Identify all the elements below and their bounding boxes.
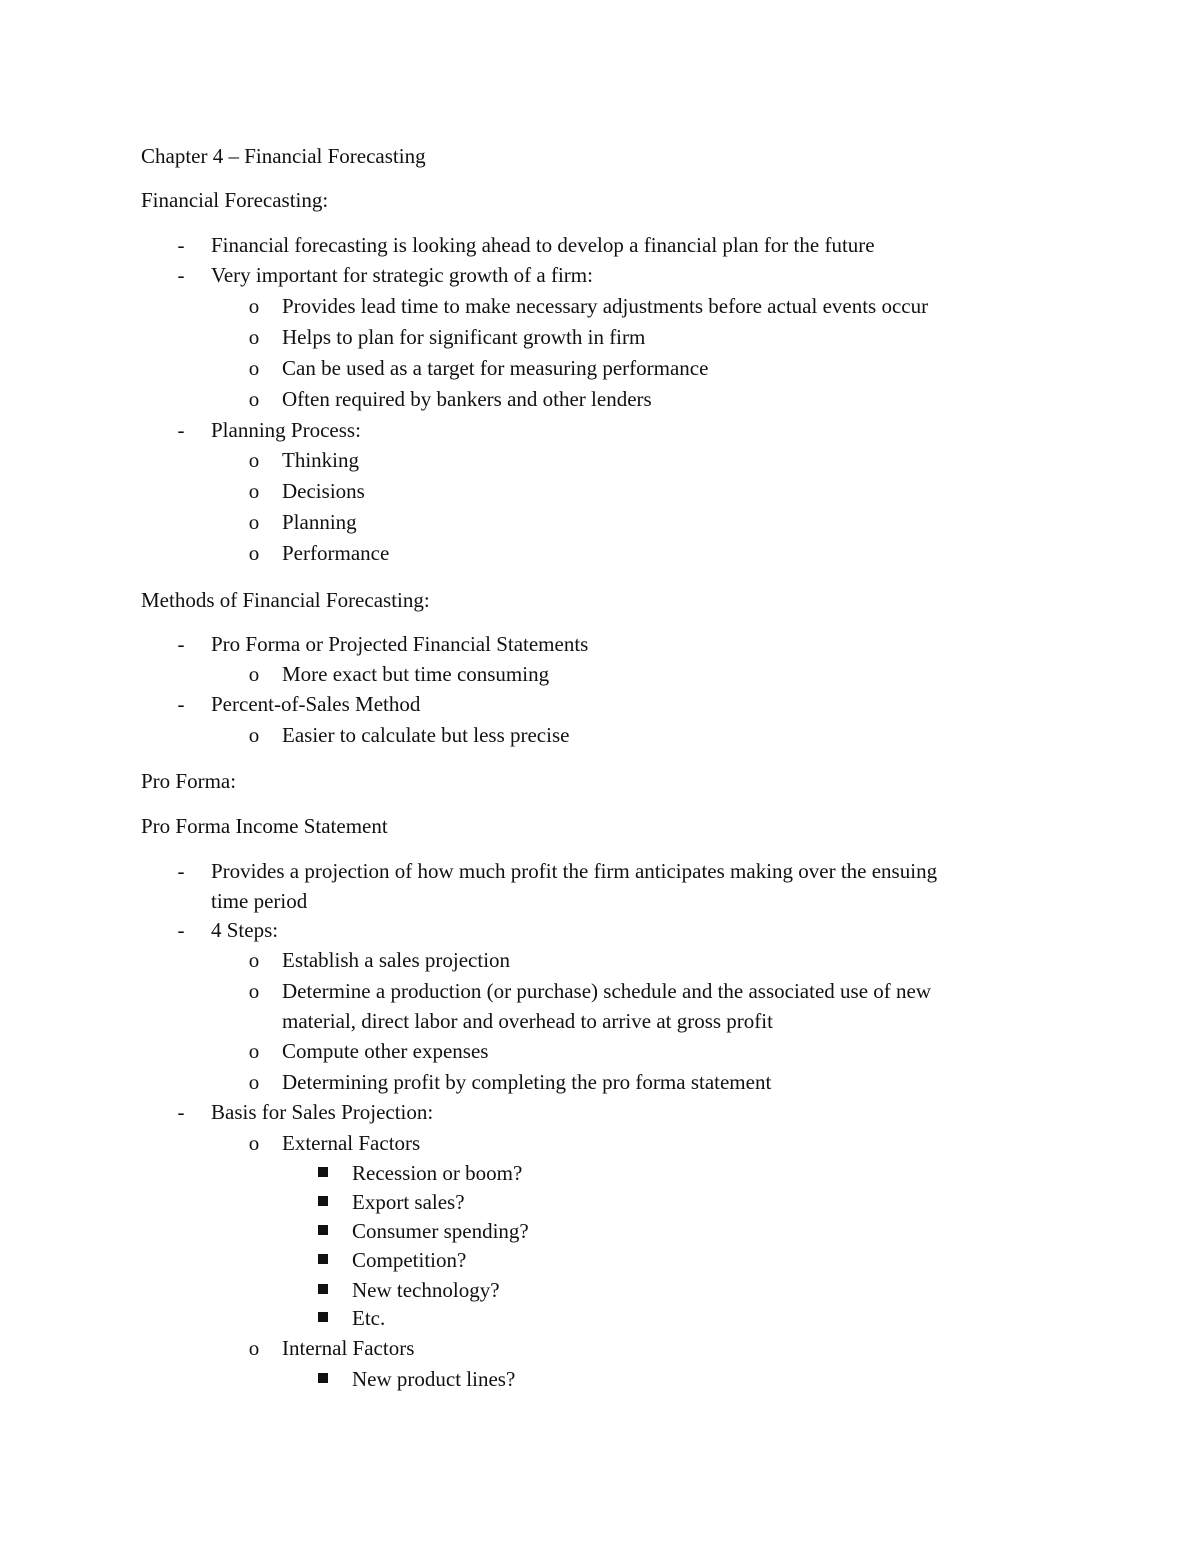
list-item: Provides lead time to make necessary adjustments before actual events occur	[282, 294, 929, 318]
circle-bullet: o	[248, 479, 260, 503]
list-item: More exact but time consuming	[282, 662, 550, 686]
dash-bullet: -	[177, 632, 185, 656]
dash-bullet: -	[177, 692, 185, 716]
list-item: Competition?	[352, 1248, 467, 1272]
list-item: External Factors	[282, 1131, 421, 1155]
list-item-continuation: time period	[211, 889, 308, 913]
dash-bullet: -	[177, 263, 185, 287]
circle-bullet: o	[248, 325, 260, 349]
circle-bullet: o	[248, 541, 260, 565]
list-item: Compute other expenses	[282, 1039, 489, 1063]
list-item: Determine a production (or purchase) schedule and the associated use of new	[282, 979, 932, 1003]
circle-bullet: o	[248, 979, 260, 1003]
square-bullet-icon	[318, 1284, 328, 1294]
list-item: Establish a sales projection	[282, 948, 511, 972]
list-item: New technology?	[352, 1278, 500, 1302]
list-item: Planning Process:	[211, 418, 361, 442]
circle-bullet: o	[248, 1336, 260, 1360]
square-bullet-icon	[318, 1167, 328, 1177]
circle-bullet: o	[248, 510, 260, 534]
list-item: 4 Steps:	[211, 918, 279, 942]
dash-bullet: -	[177, 859, 185, 883]
list-item: Can be used as a target for measuring performance	[282, 356, 709, 380]
dash-bullet: -	[177, 1100, 185, 1124]
section-heading-pro-forma: Pro Forma:	[141, 769, 237, 793]
dash-bullet: -	[177, 418, 185, 442]
list-item: Very important for strategic growth of a firm:	[211, 263, 593, 287]
list-item: Provides a projection of how much profit the firm anticipates making over the ensuing	[211, 859, 938, 883]
list-item: Decisions	[282, 479, 365, 503]
list-item: Internal Factors	[282, 1336, 415, 1360]
square-bullet-icon	[318, 1225, 328, 1235]
list-item: Basis for Sales Projection:	[211, 1100, 434, 1124]
list-item: Export sales?	[352, 1190, 465, 1214]
list-item: Percent-of-Sales Method	[211, 692, 421, 716]
circle-bullet: o	[248, 1131, 260, 1155]
list-item-continuation: material, direct labor and overhead to arrive at gross profit	[282, 1009, 773, 1033]
circle-bullet: o	[248, 294, 260, 318]
circle-bullet: o	[248, 948, 260, 972]
square-bullet-icon	[318, 1312, 328, 1322]
list-item: New product lines?	[352, 1367, 516, 1391]
circle-bullet: o	[248, 1039, 260, 1063]
list-item: Etc.	[352, 1306, 386, 1330]
circle-bullet: o	[248, 723, 260, 747]
square-bullet-icon	[318, 1254, 328, 1264]
list-item: Pro Forma or Projected Financial Statements	[211, 632, 589, 656]
list-item: Helps to plan for significant growth in firm	[282, 325, 646, 349]
list-item: Thinking	[282, 448, 359, 472]
dash-bullet: -	[177, 233, 185, 257]
list-item: Performance	[282, 541, 390, 565]
list-item: Financial forecasting is looking ahead to develop a financial plan for the future	[211, 233, 875, 257]
circle-bullet: o	[248, 448, 260, 472]
circle-bullet: o	[248, 387, 260, 411]
list-item: Easier to calculate but less precise	[282, 723, 570, 747]
section-subheading-income-statement: Pro Forma Income Statement	[141, 814, 388, 838]
section-heading-methods: Methods of Financial Forecasting:	[141, 588, 430, 612]
list-item: Often required by bankers and other lenders	[282, 387, 652, 411]
list-item: Planning	[282, 510, 357, 534]
list-item: Recession or boom?	[352, 1161, 523, 1185]
section-heading-financial-forecasting: Financial Forecasting:	[141, 188, 329, 212]
square-bullet-icon	[318, 1373, 328, 1383]
list-item: Determining profit by completing the pro forma statement	[282, 1070, 772, 1094]
document-title: Chapter 4 – Financial Forecasting	[141, 144, 426, 168]
square-bullet-icon	[318, 1196, 328, 1206]
circle-bullet: o	[248, 1070, 260, 1094]
circle-bullet: o	[248, 662, 260, 686]
circle-bullet: o	[248, 356, 260, 380]
list-item: Consumer spending?	[352, 1219, 529, 1243]
dash-bullet: -	[177, 918, 185, 942]
